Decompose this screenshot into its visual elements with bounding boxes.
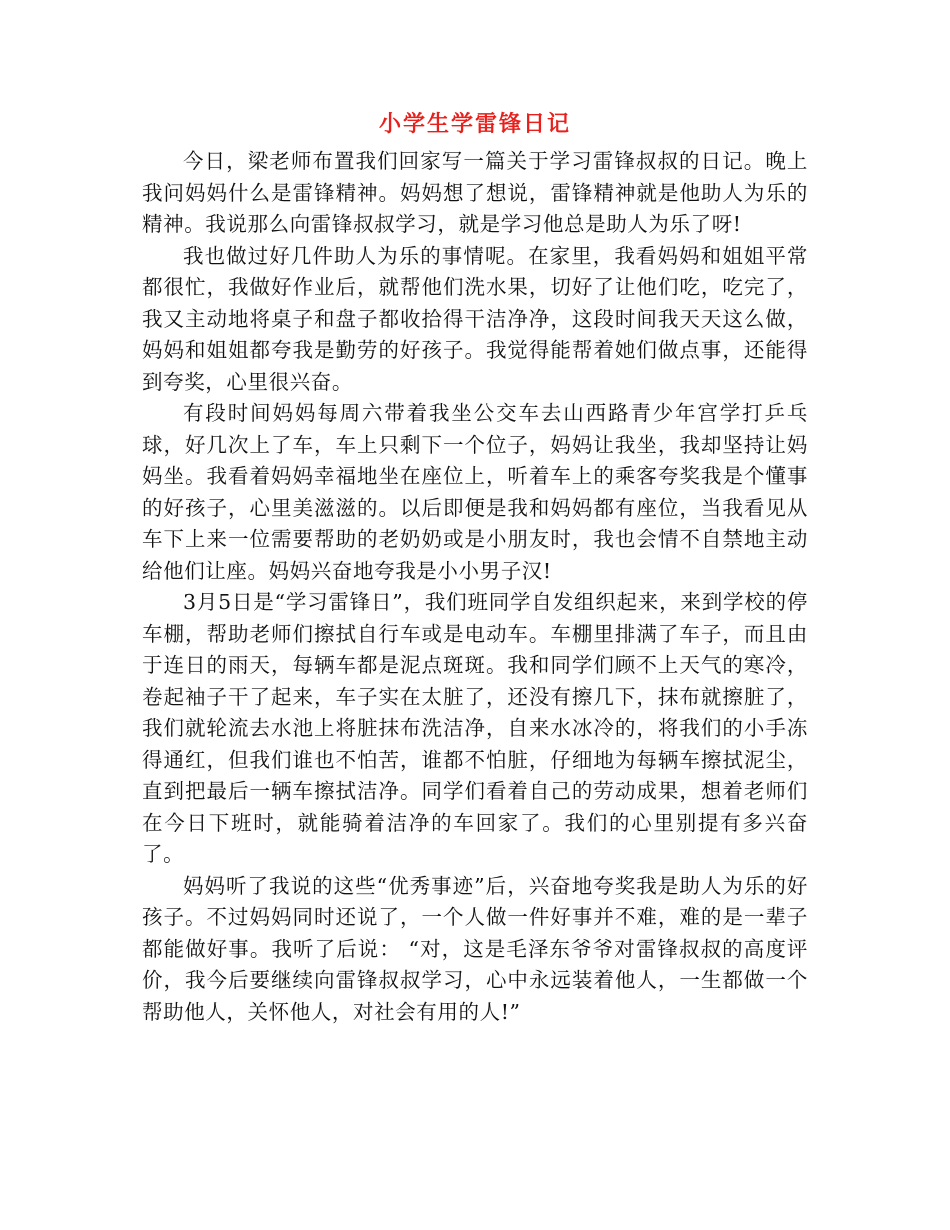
paragraph-3: 有段时间妈妈每周六带着我坐公交车去山西路青少年宫学打乒乓球，好几次上了车，车上只剩下一个位子，妈妈让我坐，我却坚持让妈妈坐。我看着妈妈幸福地坐在座位上，听着车上的乘客夸奖我是个懂事的好孩子，心里美滋滋的。以后即便是我和妈妈都有座位，当我看见从车下上来一位需要帮助的老奶奶或是小朋友时，我也会情不自禁地主动给他们让座。妈妈兴奋地夸我是小小男子汉! bbox=[142, 401, 808, 583]
paragraph-1: 今日，梁老师布置我们回家写一篇关于学习雷锋叔叔的日记。晚上我问妈妈什么是雷锋精神。妈妈想了想说，雷锋精神就是他助人为乐的精神。我说那么向雷锋叔叔学习，就是学习他总是助人为乐了呀! bbox=[142, 149, 808, 236]
document-body bbox=[142, 146, 808, 1028]
paragraph-2: 我也做过好几件助人为乐的事情呢。在家里，我看妈妈和姐姐平常都很忙，我做好作业后，就帮他们洗水果，切好了让他们吃，吃完了，我又主动地将桌子和盘子都收拾得干洁净净，这段时间我天天这么做，妈妈和姐姐都夸我是勤劳的好孩子。我觉得能帮着她们做点事，还能得到夸奖，心里很兴奋。 bbox=[142, 243, 808, 394]
paragraph-5: 妈妈听了我说的这些“优秀事迹”后，兴奋地夸奖我是助人为乐的好孩子。不过妈妈同时还说了，一个人做一件好事并不难，难的是一辈子都能做好事。我听了后说： “对，这是毛泽东爷爷对雷锋叔叔的高度评价，我今后要继续向雷锋叔叔学习，心中永远装着他人，一生都做一个帮助他人，关怀他人，对社会有用的人!” bbox=[142, 873, 808, 1024]
document-title: 小学生学雷锋日记 bbox=[378, 111, 571, 137]
paragraph-4: 3月5日是“学习雷锋日”，我们班同学自发组织起来，来到学校的停车棚，帮助老师们擦拭自行车或是电动车。车棚里排满了车子，而且由于连日的雨天，每辆车都是泥点斑斑。我和同学们顾不上天气的寒冷，卷起袖子干了起来，车子实在太脏了，还没有擦几下，抹布就擦脏了，我们就轮流去水池上将脏抹布洗洁净，自来水冰冷的，将我们的小手冻得通红，但我们谁也不怕苦，谁都不怕脏，仔细地为每辆车擦拭泥尘，直到把最后一辆车擦拭洁净。同学们看着自己的劳动成果，想着老师们在今日下班时，就能骑着洁净的车回家了。我们的心里别提有多兴奋了。 bbox=[142, 590, 808, 866]
